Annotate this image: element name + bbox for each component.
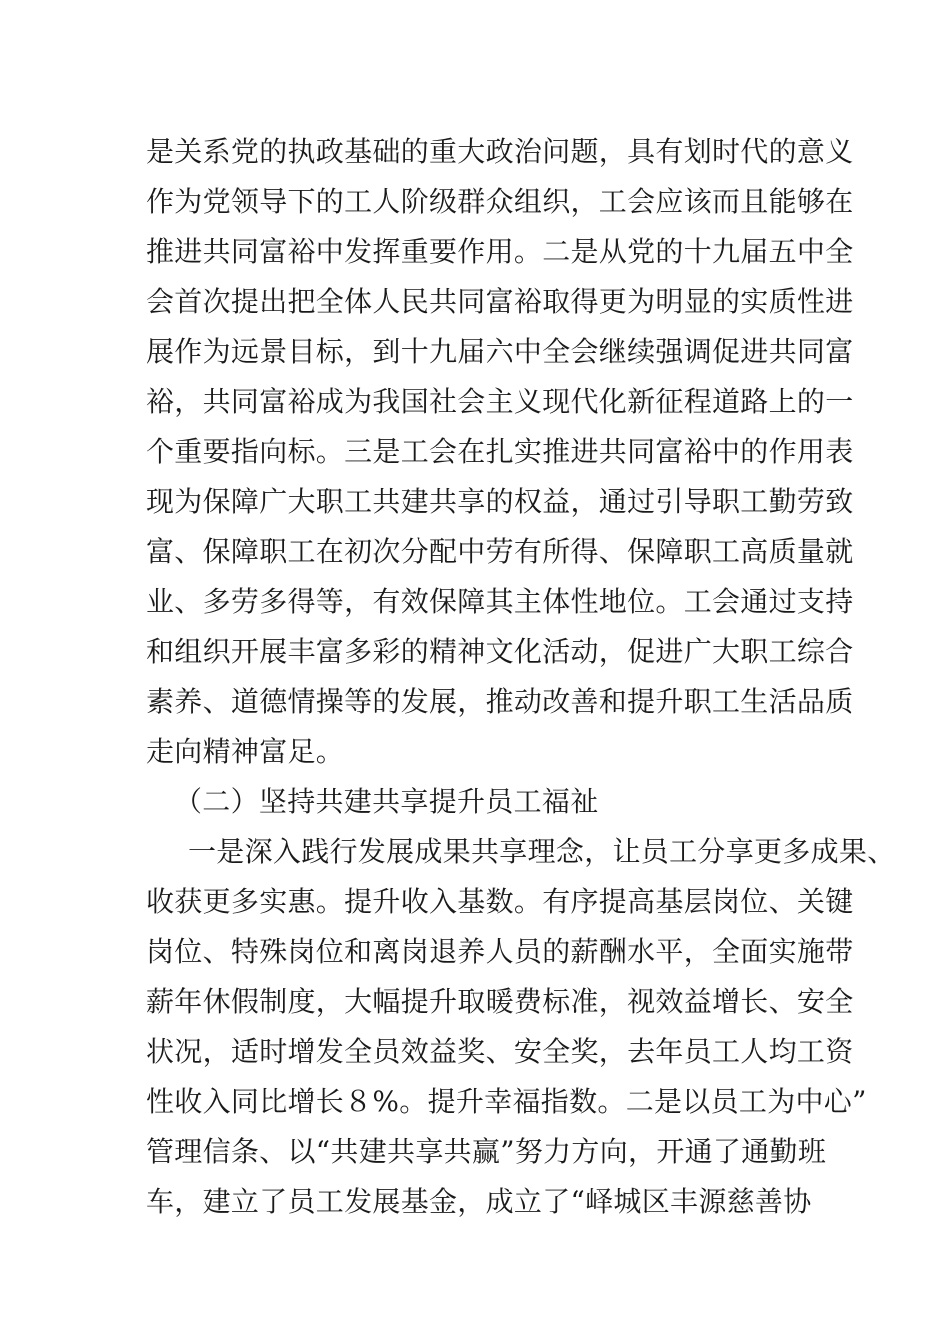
- paragraph-line: 性收入同比增长８%。提升幸福指数。二是以员工为中心”: [146, 1085, 867, 1118]
- paragraph-line: 岗位、特殊岗位和离岗退养人员的薪酬水平，全面实施带: [146, 935, 854, 968]
- paragraph-line: 作为党领导下的工人阶级群众组织，工会应该而且能够在: [146, 185, 854, 218]
- paragraph-line: 推进共同富裕中发挥重要作用。二是从党的十九届五中全: [146, 235, 854, 268]
- paragraph-line: 会首次提出把全体人民共同富裕取得更为明显的实质性进: [146, 285, 854, 318]
- paragraph-line: 素养、道德情操等的发展，推动改善和提升职工生活品质: [146, 685, 854, 718]
- paragraph-line: 状况，适时增发全员效益奖、安全奖，去年员工人均工资: [146, 1035, 854, 1068]
- paragraph-line: 收获更多实惠。提升收入基数。有序提高基层岗位、关键: [146, 885, 854, 918]
- paragraph-line: 走向精神富足。: [146, 735, 345, 768]
- paragraph-line: 管理信条、以“共建共享共赢”努力方向，开通了通勤班: [146, 1135, 827, 1168]
- paragraph-line: 薪年休假制度，大幅提升取暖费标准，视效益增长、安全: [146, 985, 854, 1018]
- paragraph-line: 一是深入践行发展成果共享理念，让员工分享更多成果、: [188, 835, 896, 868]
- paragraph-line: 展作为远景目标，到十九届六中全会继续强调促进共同富: [146, 335, 854, 368]
- paragraph-line: 是关系党的执政基础的重大政治问题，具有划时代的意义: [146, 135, 854, 168]
- paragraph-line: 裕，共同富裕成为我国社会主义现代化新征程道路上的一: [146, 385, 854, 418]
- paragraph-line: 车，建立了员工发展基金，成立了“峄城区丰源慈善协: [146, 1185, 812, 1218]
- paragraph-line: 富、保障职工在初次分配中劳有所得、保障职工高质量就: [146, 535, 854, 568]
- paragraph-line: 个重要指向标。三是工会在扎实推进共同富裕中的作用表: [146, 435, 854, 468]
- section-heading: （二）坚持共建共享提升员工福祉: [174, 785, 599, 818]
- paragraph-line: 和组织开展丰富多彩的精神文化活动，促进广大职工综合: [146, 635, 854, 668]
- paragraph-line: 业、多劳多得等，有效保障其主体性地位。工会通过支持: [146, 585, 854, 618]
- paragraph-line: 现为保障广大职工共建共享的权益，通过引导职工勤劳致: [146, 485, 854, 518]
